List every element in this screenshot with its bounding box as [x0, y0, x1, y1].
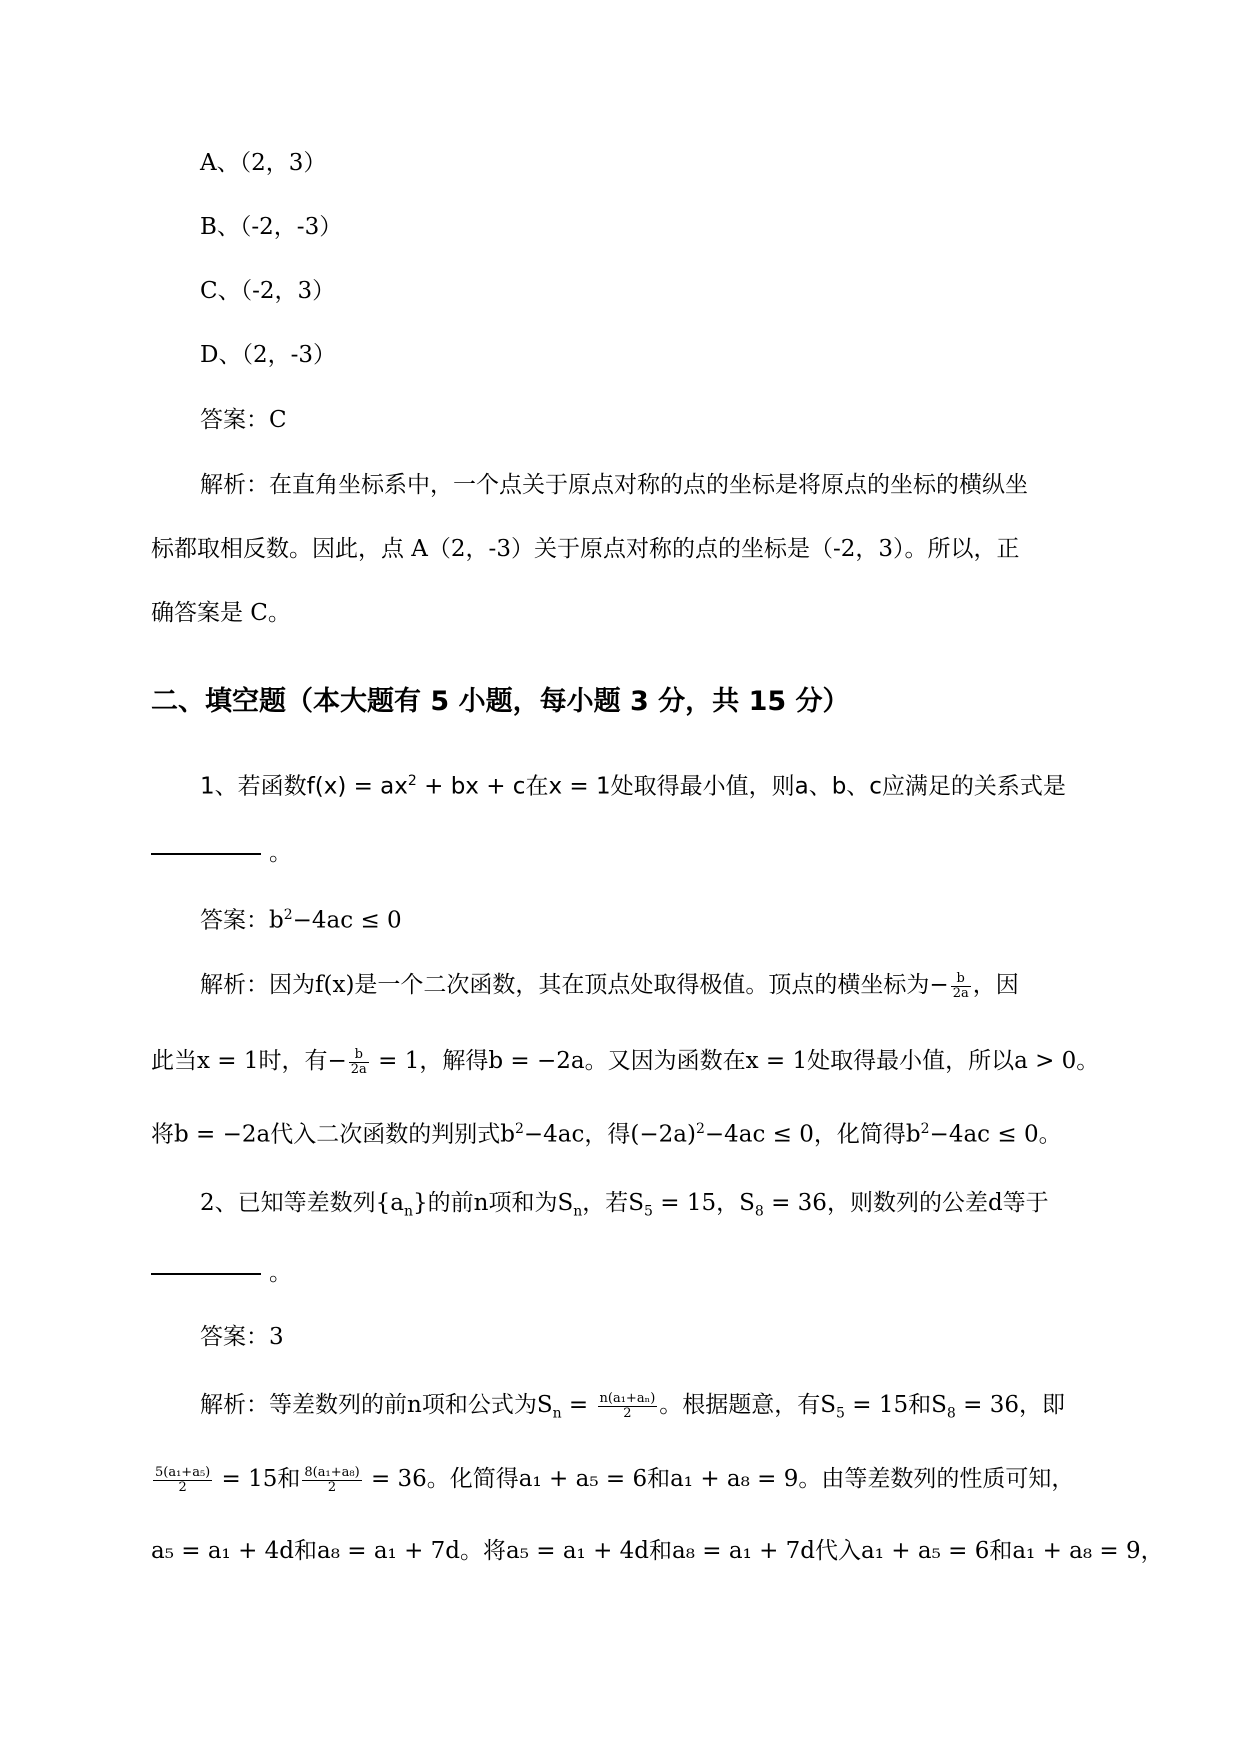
q1-an1-text-2: ，因 [972, 972, 1019, 999]
fraction-numerator: 5(a₁+a₅) [155, 1465, 211, 1480]
q2-stem-end: 。 [269, 1260, 292, 1286]
fraction-numerator: 8(a₁+a₈) [304, 1465, 360, 1480]
q2-an1-sub: n [552, 1405, 562, 1422]
q1-an3-text-4: −4ac ≤ 0。 [929, 1121, 1062, 1148]
q1-answer-sup: 2 [283, 907, 293, 923]
q2-stem-sub-3: 5 [644, 1203, 653, 1220]
q1-an1-text: 解析：因为f(x)是一个二次函数，其在顶点处取得极值。顶点的横坐标为− [200, 972, 949, 999]
option-b: B、（-2，-3） [200, 214, 343, 240]
q1-blank-line [151, 842, 292, 865]
q2-stem-text-2: }的前n项和为S [413, 1190, 574, 1216]
q2-an1-eq: = [561, 1392, 596, 1419]
section-heading: 二、填空题（本大题有 5 小题，每小题 3 分，共 15 分） [151, 686, 850, 717]
q1-stem-text-2: + bx + c在x = 1处取得最小值，则a、b、c应满足的关系式是 [416, 773, 1066, 800]
q2-stem-text-3: ，若S [582, 1190, 645, 1216]
q2-an2-fraction-1 [153, 1466, 212, 1494]
prev-analysis-line-2: 标都取相反数。因此，点 A（2，-3）关于原点对称的点的坐标是（-2，3）。所以，正 [151, 536, 1020, 562]
q2-an2-text-2: = 36。化简得a₁ + a₅ = 6和a₁ + a₈ = 9。由等差数列的性质可知， [363, 1466, 1075, 1493]
q1-stem-end: 。 [269, 840, 292, 866]
q2-stem-text-4: = 15，S [652, 1190, 755, 1216]
q1-an2-text-2: = 1，解得b = −2a。又因为函数在x = 1处取得最小值，所以a > 0。 [370, 1048, 1100, 1075]
q2-stem-sub-2: n [573, 1203, 583, 1220]
q2-answer: 答案：3 [200, 1324, 284, 1350]
q2-stem [200, 1192, 1049, 1219]
q2-analysis-line-2 [151, 1466, 1074, 1494]
q2-blank-line [151, 1262, 292, 1285]
prev-answer: 答案：C [200, 407, 287, 433]
fraction-numerator: b [349, 1048, 369, 1063]
fraction-numerator: b [951, 972, 971, 987]
fraction-denominator: 2a [952, 985, 969, 1001]
q2-analysis-line-1 [200, 1392, 1065, 1421]
fraction-denominator: 2 [623, 1405, 632, 1421]
q2-stem-sub-4: 8 [754, 1203, 764, 1220]
q2-stem-sub-1: n [403, 1203, 414, 1220]
q2-an1-sub-2: 5 [836, 1405, 845, 1422]
q1-an2-fraction [349, 1048, 369, 1076]
prev-analysis-line-3: 确答案是 C。 [151, 600, 291, 626]
q2-an2-fraction-2 [302, 1466, 361, 1494]
option-c: C、（-2，3） [200, 278, 336, 304]
q1-analysis-line-1 [200, 972, 1019, 1000]
q2-an1-text-3: = 15和S [844, 1392, 947, 1419]
q1-an1-fraction [951, 972, 971, 1000]
fraction-denominator: 2 [178, 1479, 187, 1495]
q2-an1-text: 解析：等差数列的前n项和公式为S [200, 1392, 553, 1419]
fraction-numerator: n(a₁+aₙ) [599, 1391, 656, 1406]
q2-an1-text-2: 。根据题意，有S [659, 1392, 837, 1419]
q2-an1-fraction [598, 1392, 658, 1420]
q1-stem-sup: 2 [407, 773, 417, 789]
q2-stem-text-5: = 36，则数列的公差d等于 [763, 1190, 1049, 1216]
q2-stem-text: 2、已知等差数列{a [200, 1190, 404, 1216]
q1-answer-blank [151, 853, 261, 855]
option-d: D、（2，-3） [200, 342, 336, 368]
q1-an3-text-2: −4ac，得(−2a) [523, 1121, 696, 1148]
q2-analysis-line-3: a₅ = a₁ + 4d和a₈ = a₁ + 7d。将a₅ = a₁ + 4d和a₈ = a₁ + 7d代入a₁ + a₅ = 6和a₁ + a₈ = 9， [151, 1538, 1164, 1564]
q1-analysis-line-2 [151, 1048, 1099, 1076]
q1-answer-text-2: −4ac ≤ 0 [292, 907, 402, 934]
q2-answer-blank [151, 1273, 261, 1275]
q2-an1-text-4: = 36，即 [955, 1392, 1065, 1419]
q1-an3-sup-3: 2 [920, 1121, 930, 1137]
prev-analysis-line-1: 解析：在直角坐标系中，一个点关于原点对称的点的坐标是将原点的坐标的横纵坐 [200, 472, 1028, 498]
q1-an2-text: 此当x = 1时，有− [151, 1048, 347, 1075]
q1-stem [200, 774, 1066, 799]
q1-answer [200, 908, 402, 933]
q2-an1-sub-3: 8 [946, 1405, 956, 1422]
fraction-denominator: 2a [350, 1061, 367, 1077]
q1-analysis-line-3 [151, 1122, 1062, 1147]
q1-an3-text-3: −4ac ≤ 0，化简得b [704, 1121, 921, 1148]
q1-answer-text: 答案：b [200, 907, 284, 934]
option-a: A、（2，3） [200, 150, 327, 176]
fraction-denominator: 2 [327, 1479, 337, 1495]
q1-stem-text: 1、若函数f(x) = ax [200, 773, 408, 800]
q1-an3-sup-1: 2 [514, 1121, 524, 1137]
q1-an3-sup-2: 2 [695, 1121, 705, 1137]
q2-an2-text: = 15和 [214, 1466, 301, 1493]
q1-an3-text: 将b = −2a代入二次函数的判别式b [151, 1121, 515, 1148]
